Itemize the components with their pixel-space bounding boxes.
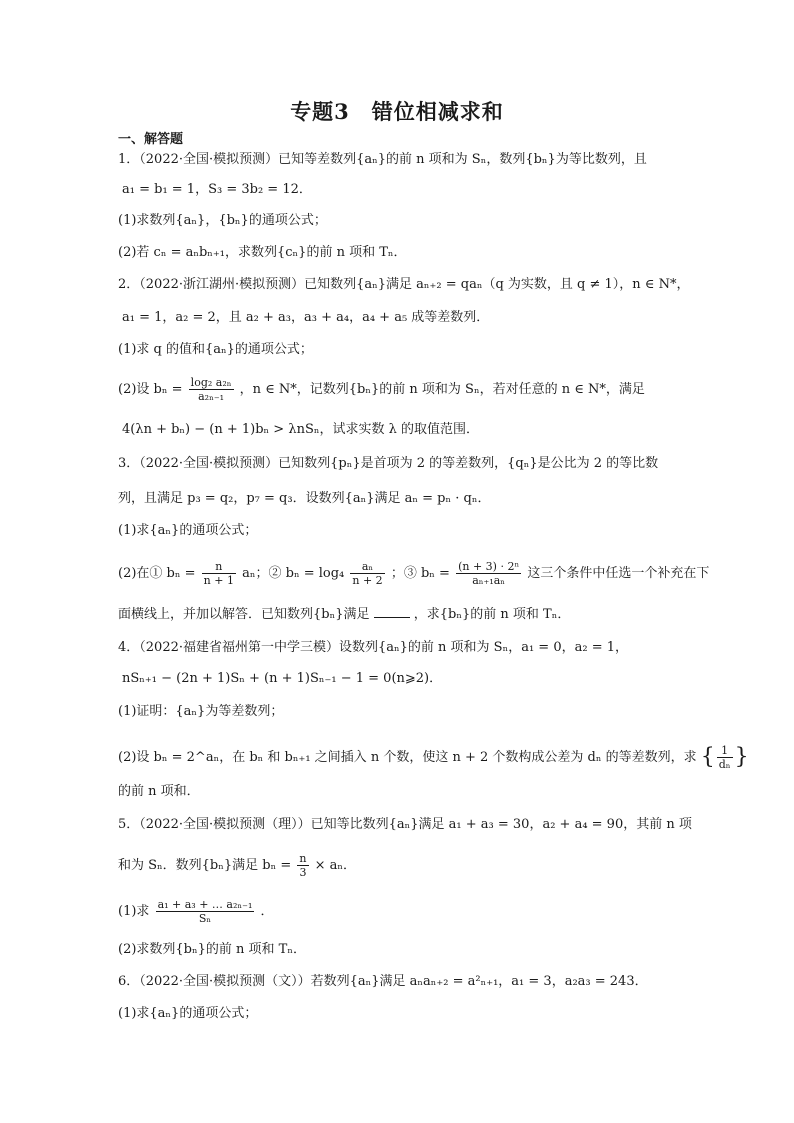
problem-2-part-2 <box>118 376 678 403</box>
problem-1-part-1: (1)求数列{aₙ}，{bₙ}的通项公式； <box>118 213 327 228</box>
problem-4-part-2-line-2: 的前 n 项和． <box>118 784 200 799</box>
text-segment: 和为 Sₙ．数列{bₙ}满足 bₙ = <box>118 858 292 873</box>
problem-4-part-2 <box>118 744 749 771</box>
text-segment: × aₙ． <box>314 858 357 873</box>
text-segment: ，n ∈ N*，记数列{bₙ}的前 n 项和为 Sₙ，若对任意的 n ∈ N*，满足 <box>239 382 645 397</box>
problem-4-line-2: nSₙ₊₁ − (2n + 1)Sₙ + (n + 1)Sₙ₋₁ − 1 = 0(n⩾2)． <box>122 671 443 686</box>
text-segment: (2)设 bₙ = <box>118 382 183 397</box>
fraction <box>717 744 733 771</box>
left-brace: { <box>700 744 715 770</box>
problem-2-part-1: (1)求 q 的值和{aₙ}的通项公式； <box>118 342 313 357</box>
text-segment: (2)设 bₙ = 2^aₙ，在 bₙ 和 bₙ₊₁ 之间插入 n 个数，使这 n + 2 个数构成公差为 dₙ 的等差数列，求 <box>118 750 697 765</box>
problem-5-line-1: 5．（2022·全国·模拟预测（理））已知等比数列{aₙ}满足 a₁ + a₃ = 30，a₂ + a₄ = 90，其前 n 项 <box>118 817 692 832</box>
text-segment: ；③ bₙ = <box>390 566 450 581</box>
answer-blank <box>374 605 410 618</box>
problem-3-part-1: (1)求{aₙ}的通项公式； <box>118 523 258 538</box>
fraction <box>202 560 236 587</box>
problem-6-line-1: 6．（2022·全国·模拟预测（文））若数列{aₙ}满足 aₙaₙ₊₂ = a²ₙ₊₁，a₁ = 3，a₂a₃ = 243． <box>118 974 648 989</box>
problem-2-line-2: a₁ = 1，a₂ = 2，且 a₂ + a₃，a₃ + a₄，a₄ + a₅ 成等差数列． <box>122 310 490 325</box>
fraction-denominator: a₂ₙ₋₁ <box>198 390 225 403</box>
fraction <box>350 560 384 587</box>
problem-5-part-2: (2)求数列{bₙ}的前 n 项和 Tₙ． <box>118 942 306 957</box>
problem-1-part-2: (2)若 cₙ = aₙbₙ₊₁，求数列{cₙ}的前 n 项和 Tₙ． <box>118 245 407 260</box>
fraction-numerator: aₙ <box>350 560 384 574</box>
fraction-numerator: a₁ + a₃ + … a₂ₙ₋₁ <box>157 898 253 911</box>
fraction-denominator: aₙ₊₁aₙ <box>472 574 506 587</box>
problem-3-line-1: 3．（2022·全国·模拟预测）已知数列{pₙ}是首项为 2 的等差数列，{qₙ}是公比为 2 的等比数 <box>118 456 659 471</box>
text-segment: (2)在① bₙ = <box>118 566 196 581</box>
fraction <box>189 376 234 403</box>
text-segment: (1)求 <box>118 904 150 919</box>
section-heading: 一、解答题 <box>118 132 184 147</box>
fraction <box>156 898 255 925</box>
problem-1-line-1: 1．（2022·全国·模拟预测）已知等差数列{aₙ}的前 n 项和为 Sₙ，数列{bₙ}为等比数列，且 <box>118 152 647 167</box>
fraction-numerator: n <box>202 560 236 574</box>
fraction-numerator: (n + 3) · 2ⁿ <box>458 560 520 573</box>
text-segment: 这三个条件中任选一个补充在下 <box>527 566 710 581</box>
fraction-denominator: 3 <box>299 866 307 879</box>
text-segment: 面横线上，并加以解答．已知数列{bₙ}满足 <box>118 607 370 622</box>
fraction-numerator: 1 <box>717 744 733 758</box>
problem-3-part-2 <box>118 560 710 587</box>
fraction <box>456 560 521 587</box>
fraction-denominator: n + 2 <box>352 574 383 587</box>
problem-3-part-2-line-2 <box>118 605 678 624</box>
problem-1-line-2: a₁ = b₁ = 1，S₃ = 3b₂ = 12． <box>122 182 312 197</box>
problem-4-line-1: 4．（2022·福建省福州第一中学三模）设数列{aₙ}的前 n 项和为 Sₙ，a₁ = 0，a₂ = 1， <box>118 640 628 655</box>
fraction-numerator: log₂ a₂ₙ <box>190 376 232 389</box>
fraction-denominator: dₙ <box>718 758 731 771</box>
text-segment: ． <box>260 904 274 919</box>
problem-4-part-1: (1)证明：{aₙ}为等差数列； <box>118 704 284 719</box>
fraction <box>297 852 308 879</box>
problem-5-line-2 <box>118 852 678 879</box>
page-title: 专题3 错位相减求和 <box>290 99 504 124</box>
problem-5-part-1 <box>118 898 678 925</box>
right-brace: } <box>734 744 749 770</box>
problem-6-part-1: (1)求{aₙ}的通项公式； <box>118 1006 258 1021</box>
text-segment: aₙ；② bₙ = log₄ <box>242 566 345 581</box>
problem-2-part-2-line-2: 4(λn + bₙ) − (n + 1)bₙ > λnSₙ，试求实数 λ 的取值范围． <box>122 422 479 437</box>
fraction-numerator: n <box>299 852 307 865</box>
fraction-denominator: Sₙ <box>198 912 212 925</box>
problem-2-line-1: 2．（2022·浙江湖州·模拟预测）已知数列{aₙ}满足 aₙ₊₂ = qaₙ（q 为实数，且 q ≠ 1），n ∈ N*， <box>118 277 690 292</box>
fraction-denominator: n + 1 <box>203 574 234 587</box>
text-segment: ，求{bₙ}的前 n 项和 Tₙ． <box>413 607 571 622</box>
problem-3-line-2: 列，且满足 p₃ = q₂，p₇ = q₃．设数列{aₙ}满足 aₙ = pₙ · qₙ． <box>118 491 491 506</box>
